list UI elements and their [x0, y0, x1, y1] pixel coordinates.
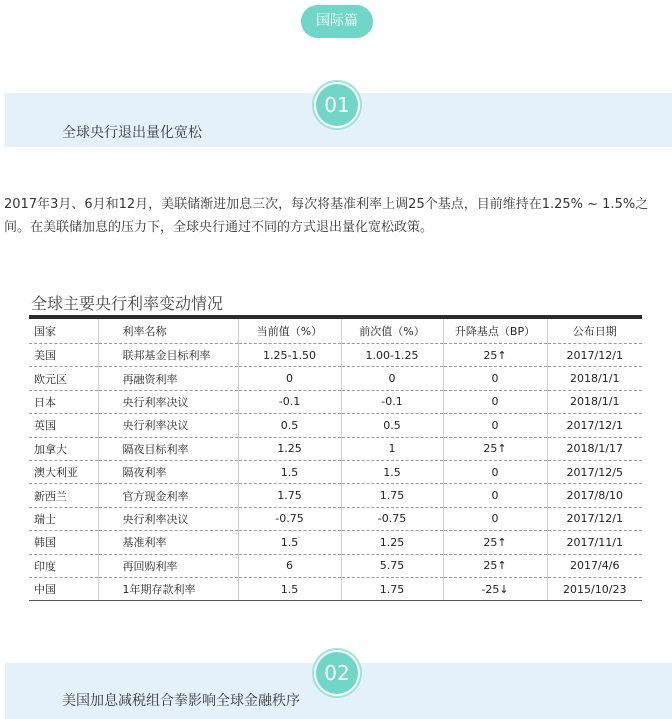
table-row — [29, 437, 642, 460]
table-header-row — [29, 319, 642, 344]
rate-table-container — [29, 315, 642, 601]
cell-country: 中国 — [29, 577, 98, 600]
cell-date: 2017/12/5 — [547, 460, 642, 483]
cell-current: 1.75 — [238, 484, 341, 507]
cell-previous: 1.5 — [341, 460, 443, 483]
section-title-2: 美国加息减税组合拳影响全球金融秩序 — [62, 693, 300, 709]
cell-bp-change: 25↑ — [443, 531, 547, 554]
table-row — [29, 414, 642, 437]
cell-rate-name: 央行利率决议 — [98, 390, 238, 413]
cell-bp-change: 25↑ — [443, 554, 547, 577]
table-title: 全球主要央行利率变动情况 — [31, 294, 224, 313]
category-pill: 国际篇 — [301, 5, 373, 38]
cell-current: -0.1 — [238, 390, 341, 413]
cell-bp-change: 0 — [443, 507, 547, 530]
rate-table — [29, 319, 642, 601]
cell-rate-name: 再融资利率 — [98, 367, 238, 390]
cell-country: 日本 — [29, 390, 98, 413]
table-row — [29, 367, 642, 390]
header-country: 国家 — [29, 319, 98, 344]
cell-rate-name: 央行利率决议 — [98, 507, 238, 530]
cell-current: 1.25 — [238, 437, 341, 460]
header-previous: 前次值（%） — [341, 319, 443, 344]
table-row — [29, 344, 642, 367]
table-row — [29, 460, 642, 483]
cell-date: 2017/12/1 — [547, 414, 642, 437]
cell-previous: 0 — [341, 367, 443, 390]
cell-bp-change: 0 — [443, 367, 547, 390]
cell-date: 2018/1/17 — [547, 437, 642, 460]
cell-bp-change: 0 — [443, 414, 547, 437]
cell-current: -0.75 — [238, 507, 341, 530]
header-rate-name: 利率名称 — [98, 319, 238, 344]
cell-date: 2017/11/1 — [547, 531, 642, 554]
cell-country: 英国 — [29, 414, 98, 437]
cell-rate-name: 基准利率 — [98, 531, 238, 554]
cell-bp-change: 25↑ — [443, 344, 547, 367]
header-current: 当前值（%） — [238, 319, 341, 344]
cell-date: 2017/12/1 — [547, 344, 642, 367]
cell-current: 1.5 — [238, 577, 341, 600]
cell-previous: 1.75 — [341, 484, 443, 507]
cell-rate-name: 央行利率决议 — [98, 414, 238, 437]
cell-previous: -0.1 — [341, 390, 443, 413]
cell-country: 澳大利亚 — [29, 460, 98, 483]
cell-current: 0.5 — [238, 414, 341, 437]
cell-country: 欧元区 — [29, 367, 98, 390]
cell-rate-name: 再回购利率 — [98, 554, 238, 577]
table-row — [29, 390, 642, 413]
section-title-1: 全球央行退出量化宽松 — [62, 125, 202, 141]
cell-current: 1.25-1.50 — [238, 344, 341, 367]
cell-previous: 1.25 — [341, 531, 443, 554]
cell-previous: 1.75 — [341, 577, 443, 600]
cell-country: 韩国 — [29, 531, 98, 554]
table-row — [29, 577, 642, 600]
intro-paragraph: 2017年3月、6月和12月，美联储渐进加息三次，每次将基准利率上调25个基点，目前维持在1.25% ~ 1.5%之间。在美联储加息的压力下，全球央行通过不同的方式退出量化宽松政策。 — [4, 197, 649, 235]
cell-country: 瑞士 — [29, 507, 98, 530]
cell-rate-name: 隔夜目标利率 — [98, 437, 238, 460]
cell-country: 印度 — [29, 554, 98, 577]
cell-previous: 5.75 — [341, 554, 443, 577]
table-row — [29, 554, 642, 577]
cell-date: 2018/1/1 — [547, 390, 642, 413]
header-bp-change: 升降基点（BP） — [443, 319, 547, 344]
cell-bp-change: 25↑ — [443, 437, 547, 460]
cell-previous: 0.5 — [341, 414, 443, 437]
table-row — [29, 484, 642, 507]
cell-date: 2017/4/6 — [547, 554, 642, 577]
cell-rate-name: 联邦基金目标利率 — [98, 344, 238, 367]
cell-current: 0 — [238, 367, 341, 390]
cell-rate-name: 官方现金利率 — [98, 484, 238, 507]
cell-rate-name: 隔夜利率 — [98, 460, 238, 483]
cell-country: 新西兰 — [29, 484, 98, 507]
section-number-badge-2: 02 — [316, 652, 358, 694]
cell-current: 1.5 — [238, 460, 341, 483]
cell-previous: -0.75 — [341, 507, 443, 530]
cell-bp-change: 0 — [443, 390, 547, 413]
cell-current: 6 — [238, 554, 341, 577]
cell-previous: 1 — [341, 437, 443, 460]
cell-date: 2017/8/10 — [547, 484, 642, 507]
cell-date: 2018/1/1 — [547, 367, 642, 390]
header-date: 公布日期 — [547, 319, 642, 344]
cell-date: 2017/12/1 — [547, 507, 642, 530]
cell-country: 美国 — [29, 344, 98, 367]
cell-previous: 1.00-1.25 — [341, 344, 443, 367]
cell-bp-change: 0 — [443, 484, 547, 507]
cell-country: 加拿大 — [29, 437, 98, 460]
cell-current: 1.5 — [238, 531, 341, 554]
table-row — [29, 507, 642, 530]
table-row — [29, 531, 642, 554]
cell-bp-change: 0 — [443, 460, 547, 483]
cell-date: 2015/10/23 — [547, 577, 642, 600]
section-number-badge-1: 01 — [316, 84, 358, 126]
cell-rate-name: 1年期存款利率 — [98, 577, 238, 600]
cell-bp-change: -25↓ — [443, 577, 547, 600]
